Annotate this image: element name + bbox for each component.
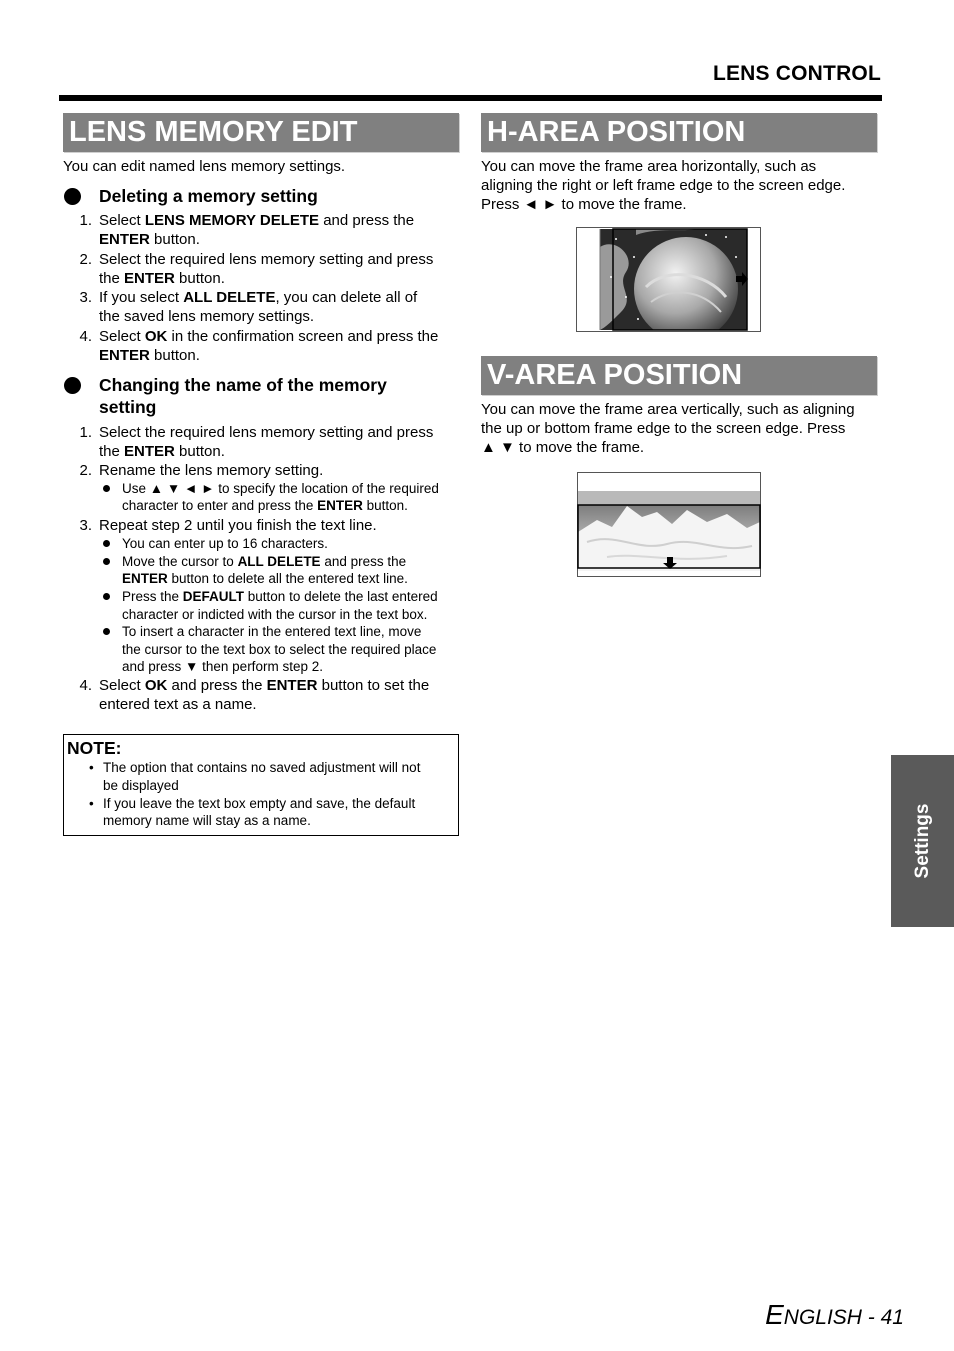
note-text: The option that contains no saved adjustment will not [103, 760, 421, 775]
h-area-position-title: H-AREA POSITION [481, 113, 877, 152]
page-footer: ENGLISH - 41 [765, 1299, 904, 1330]
lens-memory-intro: You can edit named lens memory settings. [63, 158, 346, 175]
step-number: 4. [79, 677, 92, 694]
step-number: 2. [79, 462, 92, 479]
step-text: Rename the lens memory setting. [99, 462, 324, 479]
running-header: LENS CONTROL [712, 62, 881, 85]
note-box [63, 734, 459, 836]
step-number: 2. [79, 251, 92, 268]
step-text: the saved lens memory settings. [99, 308, 315, 325]
step-number: 3. [79, 289, 92, 306]
lens-memory-edit-title: LENS MEMORY EDIT [63, 113, 459, 152]
h-area-text: aligning the right or left frame edge to the screen edge. [481, 177, 846, 194]
step-text: Select the required lens memory setting and press [99, 251, 434, 268]
v-area-text: ▲ ▼ to move the frame. [481, 439, 645, 456]
deleting-heading: Deleting a memory setting [99, 186, 318, 206]
note-bullet-icon: • [89, 796, 94, 811]
bullet-text: To insert a character in the entered text line, move [122, 624, 422, 639]
bullet-text: Move the cursor to ALL DELETE and press the [122, 554, 407, 569]
bullet-text: You can enter up to 16 characters. [122, 536, 328, 551]
bullet-icon [103, 485, 110, 492]
section-bullet-icon [64, 188, 81, 205]
note-text: If you leave the text box empty and save, the default [103, 796, 416, 811]
step-number: 1. [79, 212, 92, 229]
step-text: ENTER button. [99, 231, 200, 248]
step-text: Select LENS MEMORY DELETE and press the [99, 212, 415, 229]
settings-tab-label: Settings [911, 803, 933, 879]
bullet-icon [103, 628, 110, 635]
step-text: the ENTER button. [99, 443, 225, 460]
step-number: 3. [79, 517, 92, 534]
h-area-illustration [576, 227, 761, 332]
note-bullet-icon: • [89, 760, 94, 775]
h-area-text: You can move the frame area horizontally, such as [481, 158, 817, 175]
step-text: Select the required lens memory setting and press [99, 424, 434, 441]
bullet-text: ENTER button to delete all the entered text line. [122, 571, 408, 586]
bullet-text: character to enter and press the ENTER button. [122, 498, 408, 513]
step-text: Select OK in the confirmation screen and press the [99, 328, 439, 345]
step-text: ENTER button. [99, 347, 200, 364]
bullet-text: Use ▲ ▼ ◄ ► to specify the location of the required [122, 481, 439, 496]
changing-heading: Changing the name of the memory [99, 375, 387, 395]
bullet-text: Press the DEFAULT button to delete the last entered [122, 589, 438, 604]
bullet-icon [103, 558, 110, 565]
section-bullet-icon [64, 377, 81, 394]
v-area-text: the up or bottom frame edge to the screen edge. Press [481, 420, 846, 437]
step-text: Select OK and press the ENTER button to set the [99, 677, 430, 694]
v-area-illustration [577, 472, 761, 577]
bullet-text: the cursor to the text box to select the required place [122, 642, 437, 657]
v-area-position-title: V-AREA POSITION [481, 356, 877, 395]
settings-side-tab [891, 755, 954, 927]
bullet-text: character or indicted with the cursor in the text box. [122, 607, 428, 622]
step-text: entered text as a name. [99, 696, 257, 713]
note-text: memory name will stay as a name. [103, 813, 311, 828]
header-rule [59, 95, 882, 101]
note-text: be displayed [103, 778, 179, 793]
step-number: 1. [79, 424, 92, 441]
changing-heading: setting [99, 397, 157, 417]
bullet-icon [103, 593, 110, 600]
step-text: the ENTER button. [99, 270, 225, 287]
step-text: Repeat step 2 until you finish the text line. [99, 517, 377, 534]
step-text: If you select ALL DELETE, you can delete all of [99, 289, 418, 306]
step-number: 4. [79, 328, 92, 345]
note-title: NOTE: [67, 738, 122, 758]
h-area-text: Press ◄ ► to move the frame. [481, 196, 687, 213]
v-area-text: You can move the frame area vertically, such as aligning [481, 401, 855, 418]
bullet-icon [103, 540, 110, 547]
bullet-text: and press ▼ then perform step 2. [122, 659, 323, 674]
